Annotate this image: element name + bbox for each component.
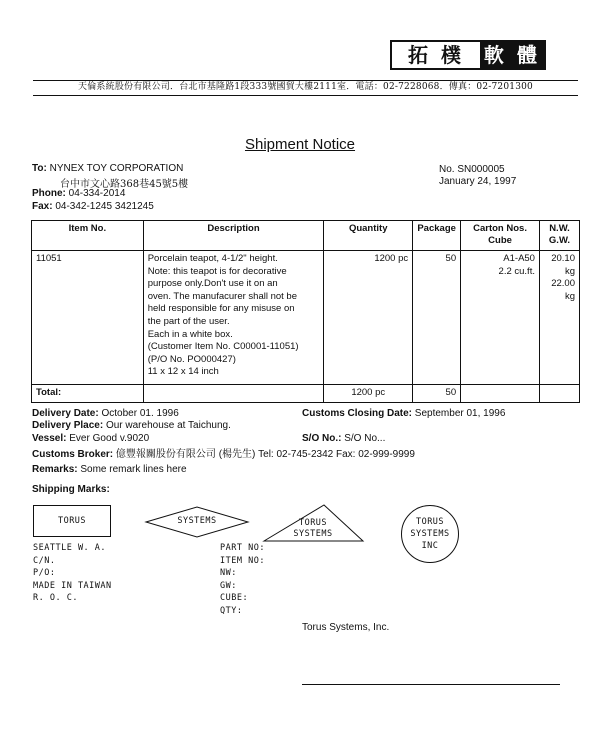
col-weight-line2: G.W. — [548, 235, 571, 246]
customs-broker-row — [32, 445, 415, 460]
table-header-row — [32, 221, 580, 251]
so-label: S/O No.: — [302, 433, 342, 444]
marks-right-line: ITEM NO: — [220, 555, 265, 566]
company-address-line: 天倫系統股份有限公司．台北市基隆路1段333號國貿大樓2111室．電話：02-7228068．傳真：02-7201300 — [33, 80, 578, 96]
marks-right-line: CUBE: — [220, 593, 249, 603]
document-number: No. SN000005 — [439, 164, 505, 175]
mark-triangle-text-1: TORUS — [298, 518, 328, 528]
delivery-date-label: Delivery Date: — [32, 408, 99, 419]
remarks-row — [32, 464, 187, 475]
so-value: S/O No... — [344, 433, 386, 444]
marks-right-block — [220, 542, 265, 617]
marks-right-line: PART NO: — [220, 543, 265, 553]
marks-right-line: QTY: — [220, 605, 243, 616]
description-line: (P/O No. PO000427) — [147, 353, 236, 365]
mark-triangle-text-2: SYSTEMS — [293, 529, 333, 539]
mark-circle-text-1: TORUS — [415, 517, 445, 527]
customs-broker-value: 億豐報關股份有限公司 (楊先生) Tel: 02-745-2342 Fax: 02-999-9999 — [115, 449, 415, 460]
table-row — [32, 251, 580, 385]
delivery-place-value: Our warehouse at Taichung. — [105, 420, 231, 431]
fax-label: Fax: — [32, 201, 53, 212]
mark-circle-text-2: SYSTEMS — [410, 529, 450, 539]
phone-value: 04-334-2014 — [68, 188, 126, 199]
total-label: Total: — [32, 385, 144, 403]
description-line: Porcelain teapot, 4-1/2" height. — [147, 253, 278, 264]
marks-left-line: SEATTLE W. A. — [33, 543, 107, 553]
cell-nw: 20.10 kg — [551, 253, 575, 277]
col-package: Package — [413, 221, 461, 251]
customs-broker-label: Customs Broker: — [32, 449, 114, 460]
cell-carton — [461, 251, 540, 385]
marks-left-line: MADE IN TAIWAN — [33, 580, 112, 591]
recipient-phone — [32, 188, 125, 199]
recipient-fax — [32, 201, 154, 212]
col-item-no: Item No. — [32, 221, 144, 251]
logo-text-dark: 軟 體 — [480, 42, 544, 68]
items-table — [31, 220, 580, 403]
cell-weight — [539, 251, 579, 385]
total-row — [32, 385, 580, 403]
customs-closing-label: Customs Closing Date: — [302, 408, 413, 419]
marks-left-block — [33, 542, 112, 605]
delivery-place-label: Delivery Place: — [32, 420, 104, 431]
remarks-value: Some remark lines here — [80, 464, 187, 475]
delivery-place-row — [32, 420, 231, 431]
cell-carton-nos: A1-A50 — [503, 253, 535, 264]
col-carton-line1: Carton Nos. — [473, 223, 527, 234]
col-carton-line2: Cube — [488, 235, 512, 246]
document-title: Shipment Notice — [244, 136, 356, 153]
recipient-address: 台中市文心路368巷45號5樓 — [60, 179, 189, 190]
mark-rectangle — [33, 505, 111, 537]
cell-cube: 2.2 cu.ft. — [498, 265, 535, 277]
so-row — [302, 433, 385, 444]
shipping-marks-label: Shipping Marks: — [32, 484, 110, 495]
phone-label: Phone: — [32, 188, 66, 199]
fax-value: 04-342-1245 3421245 — [55, 201, 154, 212]
remarks-label: Remarks: — [32, 464, 78, 475]
cell-package: 50 — [413, 251, 461, 385]
document-date: January 24, 1997 — [439, 176, 517, 187]
description-line: (Customer Item No. C00001-11051) — [147, 341, 299, 353]
marks-left-line: P/O: — [33, 568, 56, 578]
mark-diamond-text: SYSTEMS — [177, 516, 217, 526]
cell-description — [143, 251, 324, 385]
to-label: To: — [32, 163, 47, 174]
col-description: Description — [143, 221, 324, 251]
cell-quantity: 1200 pc — [324, 251, 413, 385]
total-description-empty — [143, 385, 324, 403]
mark-rectangle-text: TORUS — [57, 516, 87, 526]
description-line: held responsible for any misuse on — [147, 303, 295, 315]
delivery-date-row — [32, 408, 179, 419]
signature-line — [302, 684, 560, 685]
description-line: oven. The manufacurer shall not be — [147, 290, 297, 302]
marks-left-line: C/N. — [33, 555, 56, 566]
signature-company: Torus Systems, Inc. — [302, 622, 390, 633]
cell-item-no: 11051 — [32, 251, 144, 385]
customs-closing-value: September 01, 1996 — [414, 408, 506, 419]
description-line: Each in a white box. — [147, 328, 233, 340]
recipient-name: NYNEX TOY CORPORATION — [49, 163, 184, 174]
marks-right-line: NW: — [220, 568, 237, 578]
total-package: 50 — [413, 385, 461, 403]
col-quantity: Quantity — [324, 221, 413, 251]
mark-circle-text-3: INC — [421, 541, 439, 551]
col-carton — [461, 221, 540, 251]
total-quantity: 1200 pc — [324, 385, 413, 403]
vessel-row — [32, 433, 149, 444]
description-line: purpose only.Don't use it on an — [147, 278, 278, 290]
description-line: 11 x 12 x 14 inch — [147, 366, 219, 378]
col-weight — [539, 221, 579, 251]
vessel-label: Vessel: — [32, 433, 67, 444]
logo-text-light: 拓 樸 — [392, 42, 480, 68]
col-weight-line1: N.W. — [549, 223, 570, 234]
description-line: the part of the user. — [147, 315, 230, 327]
marks-left-line: R. O. C. — [33, 593, 78, 603]
cell-gw: 22.00 kg — [551, 278, 575, 302]
total-carton-empty — [461, 385, 540, 403]
vessel-value: Ever Good v.9020 — [69, 433, 150, 444]
customs-closing-row — [302, 408, 505, 419]
description-line: Note: this teapot is for decorative — [147, 265, 287, 277]
recipient-block — [32, 163, 183, 174]
company-logo — [390, 40, 546, 70]
total-weight-empty — [539, 385, 579, 403]
marks-right-line: GW: — [220, 580, 237, 591]
delivery-date-value: October 01. 1996 — [101, 408, 179, 419]
